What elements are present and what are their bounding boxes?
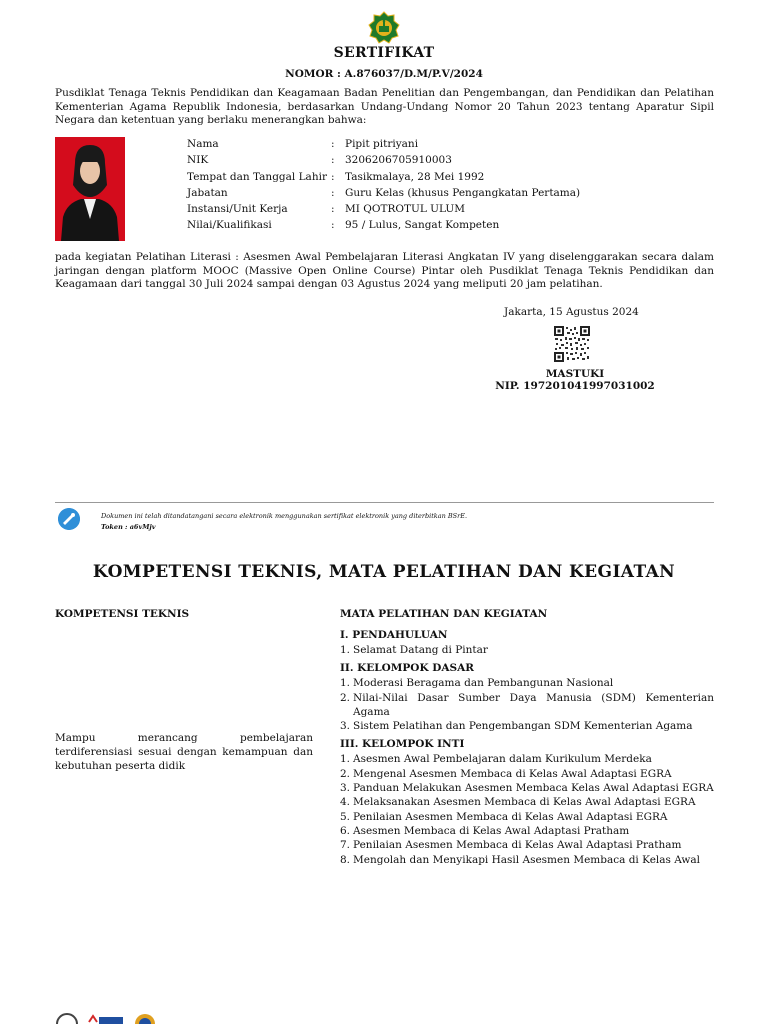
course-item — [340, 838, 714, 852]
field-colon: : — [331, 219, 335, 232]
course-group-title: III. KELOMPOK INTI — [340, 738, 465, 751]
field-colon: : — [331, 154, 335, 167]
participant-photo — [55, 137, 125, 241]
competency-section-title: KOMPETENSI TEKNIS, MATA PELATIHAN DAN KEGIATAN — [92, 562, 676, 582]
course-item-number: 8. — [340, 853, 351, 866]
course-item — [340, 795, 714, 809]
field-value: 95 / Lulus, Sangat Kompeten — [345, 219, 500, 232]
signer-name: MASTUKI — [545, 368, 605, 380]
course-item-text: Selamat Datang di Pintar — [353, 644, 488, 656]
field-colon: : — [331, 203, 335, 216]
courses-header: MATA PELATIHAN DAN KEGIATAN — [340, 608, 548, 620]
course-item-number: 2. — [340, 767, 351, 780]
course-item-text: Asesmen Membaca di Kelas Awal Adaptasi Pratham — [353, 824, 630, 837]
kemenag-logo-icon — [367, 11, 401, 45]
field-colon: : — [331, 138, 335, 150]
course-item — [340, 752, 714, 766]
field-row-institution — [187, 201, 645, 217]
training-description: pada kegiatan Pelatihan Literasi : Asesmen Awal Pembelajaran Literasi Angkatan IV yang diselenggarakan secara dalam jaringan dengan platform MOOC (Massive Open Online Course) Pintar oleh Pusdiklat Tenaga Teknis Pendidikan dan Keagamaan dari tanggal 30 Juli 2024 sampai dengan 03 Agustus 2024 yang meliputi 20 jam pelatihan. — [55, 251, 714, 290]
field-label: Tempat dan Tanggal Lahir — [187, 170, 327, 183]
field-row-score — [187, 217, 645, 233]
field-value: MI QOTROTUL ULUM — [345, 203, 465, 216]
esign-notice: Dokumen ini telah ditandatangani secara elektronik menggunakan sertifikat elektronik yang diterbitkan BSrE. — [101, 512, 468, 520]
competency-description: Mampu merancang pembelajaran terdiferensiasi sesuai dengan kemampuan dan kebutuhan peserta didik — [55, 732, 313, 772]
course-group-title: II. KELOMPOK DASAR — [340, 662, 474, 675]
course-item-number: 1. — [340, 753, 351, 766]
intro-paragraph: Pusdiklat Tenaga Teknis Pendidikan dan Keagamaan Badan Penelitian dan Pengembangan, dan Pendidikan dan Pelatihan Kementerian Agama Republik Indonesia, berdasarkan Undang-Undang Nomor 20 Tahun 2023 tentang Aparatur Sipil Negara dan ketentuan yang berlaku menerangkan bahwa: — [55, 87, 714, 126]
certificate-number: NOMOR : A.876037/D.M/P.V/2024 — [285, 68, 483, 80]
course-group-dasar — [340, 661, 714, 733]
field-colon: : — [331, 186, 335, 199]
course-item-text: Mengenal Asesmen Membaca di Kelas Awal Adaptasi EGRA — [353, 767, 672, 780]
course-item-number: 1. — [340, 644, 351, 656]
participant-details — [187, 136, 645, 234]
field-value: Guru Kelas (khusus Pengangkatan Pertama) — [345, 186, 581, 199]
place-date: Jakarta, 15 Agustus 2024 — [504, 306, 639, 318]
course-item-text: Mengolah dan Menyikapi Hasil Asesmen Membaca di Kelas Awal — [353, 853, 700, 866]
course-item-text: Moderasi Beragama dan Pembangunan Nasional — [353, 677, 614, 690]
partner-logos-icon — [55, 1012, 165, 1024]
course-item-text: Melaksanakan Asesmen Membaca di Kelas Awal Adaptasi EGRA — [353, 796, 696, 809]
course-item-text: Penilaian Asesmen Membaca di Kelas Awal Adaptasi Pratham — [353, 839, 682, 852]
field-label: Jabatan — [187, 186, 228, 199]
course-item-text: Nilai-Nilai Dasar Sumber Daya Manusia (SDM) Kementerian Agama — [353, 691, 714, 718]
course-item-number: 3. — [340, 782, 351, 795]
course-item — [340, 691, 714, 720]
field-row-nik — [187, 152, 645, 168]
field-value: Tasikmalaya, 28 Mei 1992 — [345, 170, 485, 183]
course-item-text: Asesmen Awal Pembelajaran dalam Kurikulum Merdeka — [353, 753, 652, 766]
course-group-title: I. PENDAHULUAN — [340, 629, 448, 641]
certificate-title: SERTIFIKAT — [333, 45, 435, 61]
signer-nip: NIP. 197201041997031002 — [495, 380, 655, 392]
course-item-number: 1. — [340, 677, 351, 690]
course-group-inti — [340, 737, 714, 866]
field-colon: : — [331, 170, 335, 183]
course-item — [340, 676, 714, 690]
course-list — [340, 628, 714, 871]
course-item-number: 7. — [340, 839, 351, 852]
course-item-text: Penilaian Asesmen Membaca di Kelas Awal Adaptasi EGRA — [353, 810, 668, 823]
esign-token: Token : a6vMjv — [101, 523, 156, 531]
course-item — [340, 643, 714, 657]
page-divider — [55, 502, 714, 503]
field-label: Nama — [187, 138, 219, 150]
course-item — [340, 824, 714, 838]
field-label: Nilai/Kualifikasi — [187, 219, 272, 232]
course-item — [340, 853, 714, 867]
field-value: Pipit pitriyani — [345, 138, 419, 150]
course-item — [340, 810, 714, 824]
course-item — [340, 767, 714, 781]
field-value: 3206206705910003 — [345, 154, 452, 167]
course-item-number: 6. — [340, 824, 351, 837]
course-item-number: 3. — [340, 720, 351, 733]
qr-code-icon — [553, 325, 591, 363]
course-item-number: 4. — [340, 796, 351, 809]
competency-header: KOMPETENSI TEKNIS — [55, 608, 190, 620]
course-item — [340, 781, 714, 795]
field-row-name — [187, 136, 645, 152]
field-label: NIK — [187, 154, 209, 167]
course-item-text: Sistem Pelatihan dan Pengembangan SDM Kementerian Agama — [353, 720, 693, 733]
course-item — [340, 719, 714, 733]
field-row-birth — [187, 169, 645, 185]
field-label: Instansi/Unit Kerja — [187, 203, 288, 216]
course-item-number: 5. — [340, 810, 351, 823]
field-row-position — [187, 185, 645, 201]
bsre-logo-icon — [58, 508, 80, 530]
course-item-number: 2. — [340, 691, 351, 704]
course-item-text: Panduan Melakukan Asesmen Membaca Kelas Awal Adaptasi EGRA — [353, 782, 714, 795]
course-group-pendahuluan — [340, 628, 714, 657]
